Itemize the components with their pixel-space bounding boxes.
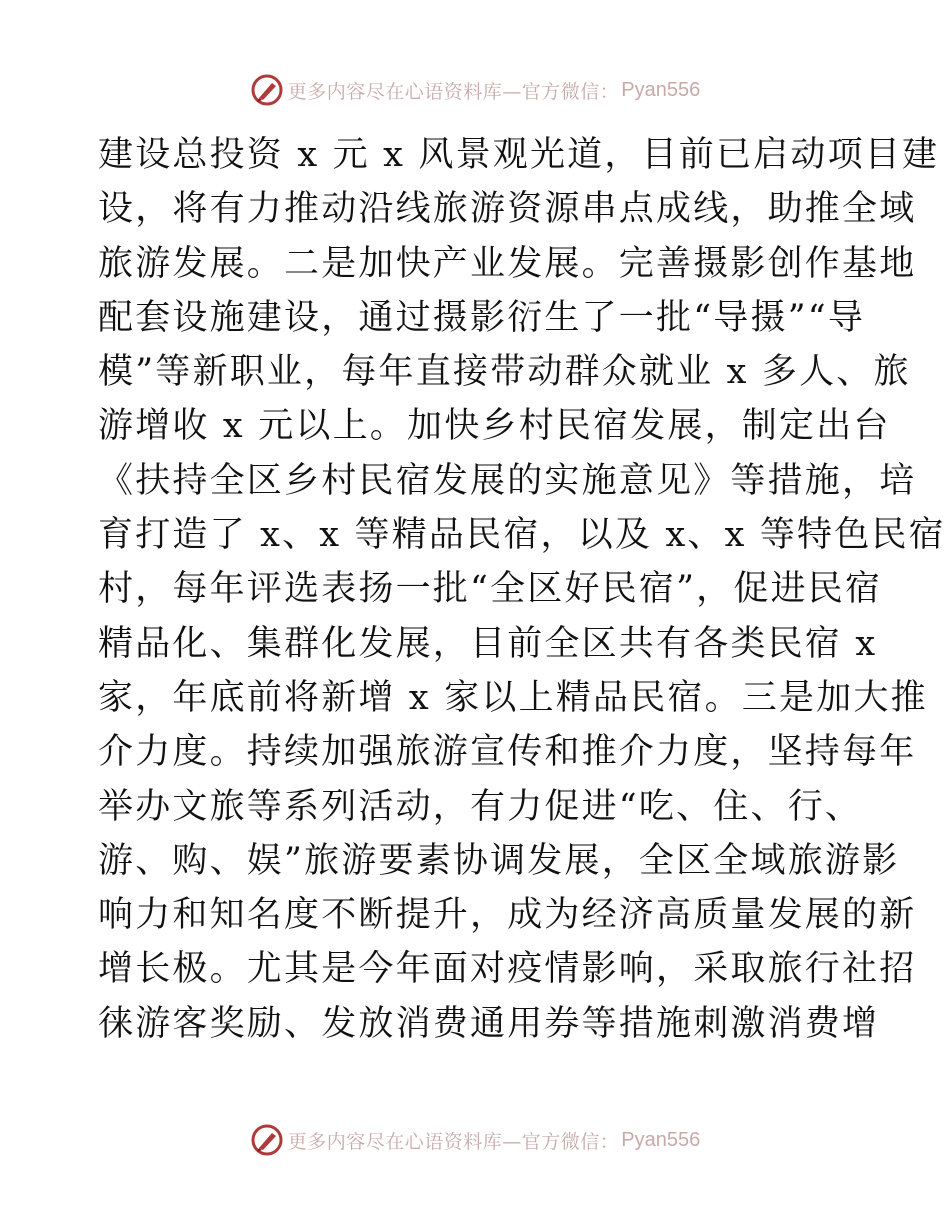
pen-circle-logo-icon bbox=[250, 73, 284, 107]
text-line: 徕游客奖励、发放消费通用券等措施刺激消费增 bbox=[98, 1003, 880, 1044]
watermark-text: 更多内容尽在心语资料库—官方微信： bbox=[287, 80, 620, 103]
text-line: 精品化、集群化发展，目前全区共有各类民宿 x bbox=[98, 623, 878, 664]
text-line: 村，每年评选表扬一批“全区好民宿”，促进民宿 bbox=[98, 569, 883, 610]
text-line: 游、购、娱”旅游要素协调发展，全区全域旅游影 bbox=[98, 840, 900, 881]
text-line: 游增收 x 元以上。加快乡村民宿发展，制定出台 bbox=[98, 406, 891, 447]
text-line: 家，年底前将新增 x 家以上精品民宿。三是加大推 bbox=[98, 677, 928, 718]
watermark-id: Pyan556 bbox=[621, 1128, 701, 1151]
text-line: 模”等新职业，每年直接带动群众就业 x 多人、旅 bbox=[98, 352, 911, 393]
header-watermark bbox=[0, 70, 950, 110]
text-line: 旅游发展。二是加快产业发展。完善摄影创作基地 bbox=[98, 243, 917, 284]
text-line: 介力度。持续加强旅游宣传和推介力度，坚持每年 bbox=[98, 732, 917, 773]
document-body bbox=[98, 128, 946, 1051]
text-line: 响力和知名度不断提升，成为经济高质量发展的新 bbox=[98, 895, 917, 936]
text-line: 配套设施建设，通过摄影衍生了一批“导摄”“导 bbox=[98, 297, 866, 338]
text-line: 建设总投资 x 元 x 风景观光道，目前已启动项目建 bbox=[98, 135, 940, 175]
footer-watermark bbox=[0, 1120, 950, 1160]
text-line: 《扶持全区乡村民宿发展的实施意见》等措施，培 bbox=[98, 460, 917, 501]
watermark-text: 更多内容尽在心语资料库—官方微信： bbox=[287, 1130, 620, 1153]
text-line: 育打造了 x、x 等精品民宿，以及 x、x 等特色民宿 bbox=[98, 515, 946, 556]
text-line: 设，将有力推动沿线旅游资源串点成线，助推全域 bbox=[98, 189, 917, 230]
watermark-id: Pyan556 bbox=[621, 78, 701, 101]
text-line: 举办文旅等系列活动，有力促进“吃、住、行、 bbox=[98, 786, 863, 827]
pen-circle-logo-icon bbox=[250, 1123, 284, 1157]
text-line: 增长极。尤其是今年面对疫情影响，采取旅行社招 bbox=[98, 949, 917, 990]
